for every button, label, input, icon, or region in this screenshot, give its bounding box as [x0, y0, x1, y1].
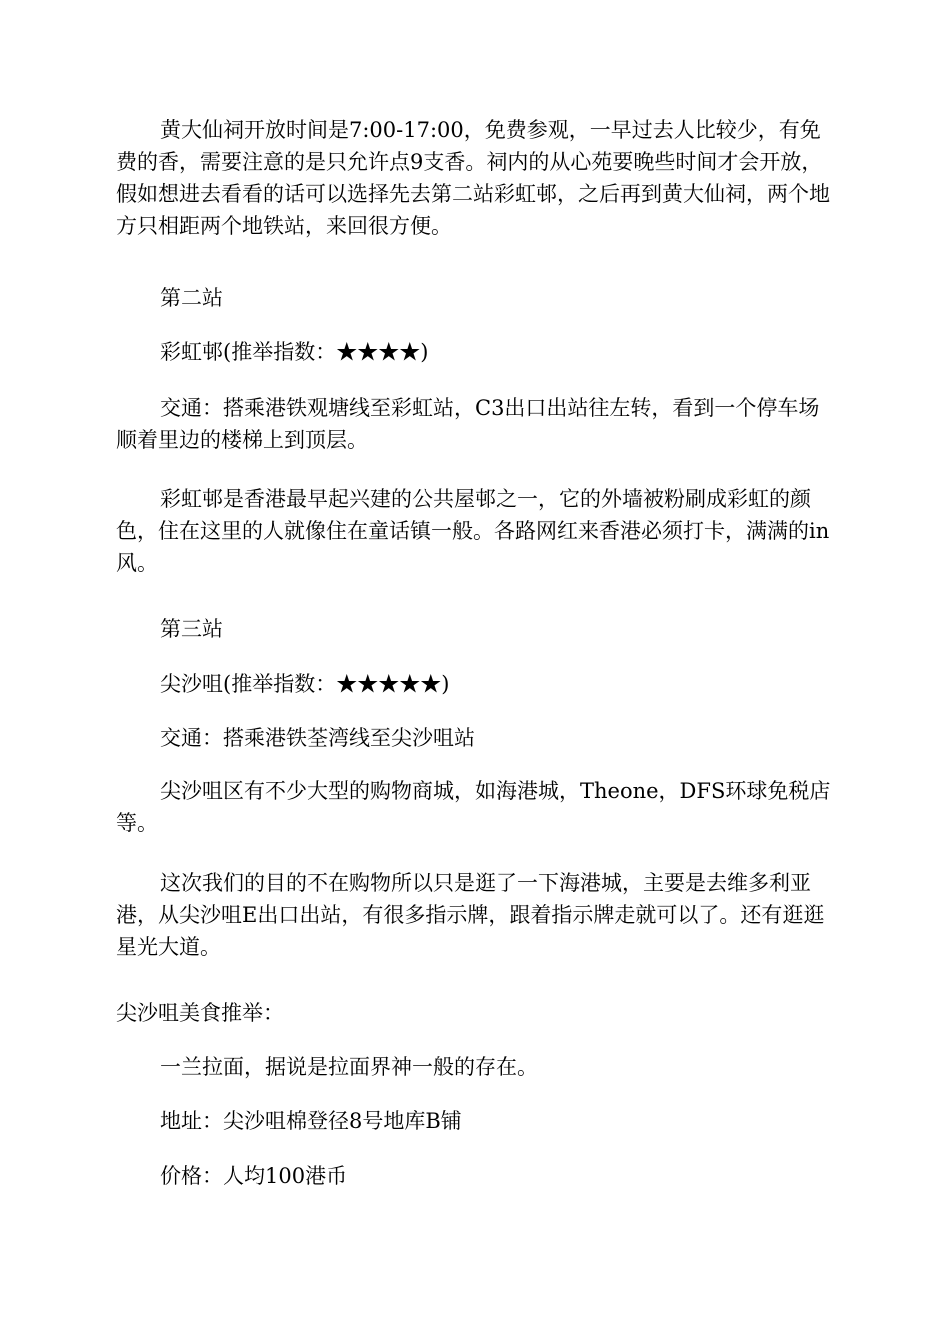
paragraph-tst-shopping: 尖沙咀区有不少大型的购物商城，如海港城，Theone，DFS环球免税店等。: [116, 779, 831, 835]
heading-tsim-sha-tsui: 尖沙咀(推举指数：★★★★★): [160, 672, 450, 696]
heading-second-stop: 第二站: [160, 286, 223, 310]
heading-tst-food: 尖沙咀美食推举：: [116, 1001, 284, 1025]
paragraph-price: 价格：人均100港币: [160, 1164, 348, 1188]
paragraph-tst-transport: 交通：搭乘港铁荃湾线至尖沙咀站: [160, 726, 475, 750]
paragraph-choi-hung-transport: 交通：搭乘港铁观塘线至彩虹站，C3出口出站往左转，看到一个停车场顺着里边的楼梯上到顶层。: [116, 396, 820, 452]
paragraph-choi-hung-description: 彩虹邨是香港最早起兴建的公共屋邨之一，它的外墙被粉刷成彩虹的颜色，住在这里的人就像住在童话镇一般。各路网红来香港必须打卡，满满的in风。: [116, 487, 830, 575]
heading-third-stop: 第三站: [160, 617, 223, 641]
paragraph-wong-tai-sin-hours: 黄大仙祠开放时间是7:00-17:00，免费参观，一早过去人比较少，有免费的香，需要注意的是只允许点9支香。祠内的从心苑要晚些时间才会开放，假如想进去看看的话可以选择先去第二站彩虹邨，之后再到黄大仙祠，两个地方只相距两个地铁站，来回很方便。: [116, 118, 830, 238]
paragraph-ichiran: 一兰拉面，据说是拉面界神一般的存在。: [160, 1055, 538, 1079]
paragraph-address: 地址：尖沙咀棉登径8号地库B铺: [160, 1109, 462, 1133]
heading-choi-hung-estate: 彩虹邨(推举指数：★★★★): [160, 340, 429, 364]
paragraph-tst-harbour: 这次我们的目的不在购物所以只是逛了一下海港城，主要是去维多利亚港，从尖沙咀E出口出站，有很多指示牌，跟着指示牌走就可以了。还有逛逛星光大道。: [116, 871, 825, 959]
